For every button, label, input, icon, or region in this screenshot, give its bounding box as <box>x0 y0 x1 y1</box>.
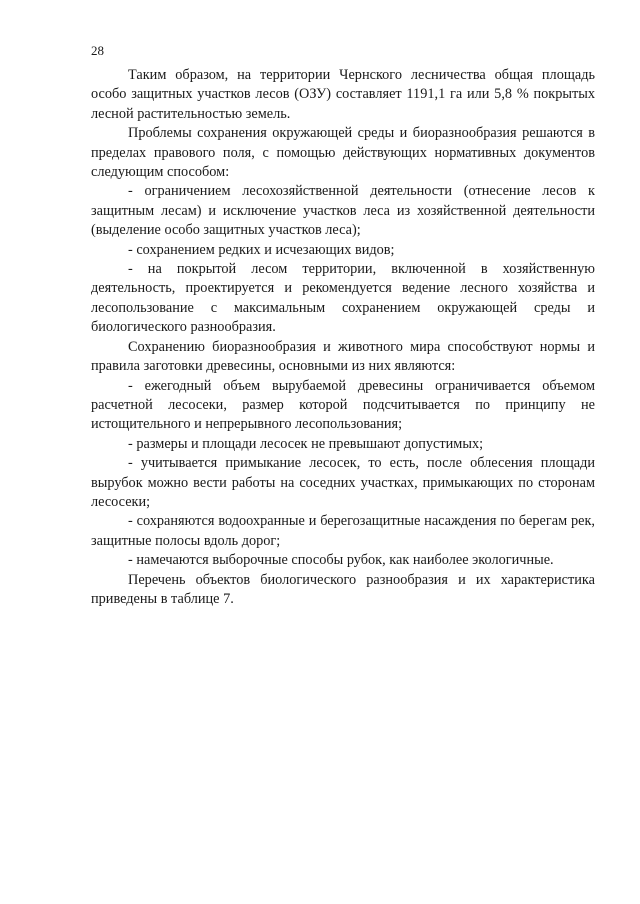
list-item-annual-volume: - ежегодный объем вырубаемой древесины ограничивается объемом расчетной лесосеки, размер которой подсчитывается по принципу не истощительного и непрерывного лесопользования; <box>91 377 595 433</box>
paragraph-problems: Проблемы сохранения окружающей среды и биоразнообразия решаются в пределах правового поля, с помощью действующих нормативных документов следующим способом: <box>91 125 595 181</box>
paragraph-summary-ozu: Таким образом, на территории Чернского лесничества общая площадь особо защитных участков лесов (ОЗУ) составляет 1191,1 га или 5,8 % покрытых лесной растительностью земель. <box>91 67 595 122</box>
paragraph-harvest-rules: Сохранению биоразнообразия и животного мира способствуют нормы и правила заготовки древесины, основными из них являются: <box>91 338 595 375</box>
list-item-forest-management: - на покрытой лесом территории, включенной в хозяйственную деятельность, проектируется и рекомендуется ведение лесного хозяйства и лесопользование с максимальным сохранением окружающей среды и биологического разнообразия. <box>91 261 595 336</box>
list-item-restriction: - ограничением лесохозяйственной деятельности (отнесение лесов к защитным лесам) и исключение участков леса из хозяйственной деятельности (выделение особо защитных участков леса); <box>91 183 595 239</box>
list-item-rare-species: - сохранением редких и исчезающих видов; <box>128 241 395 258</box>
list-item-protective-stands: - сохраняются водоохранные и берегозащитные насаждения по берегам рек, защитные полосы вдоль дорог; <box>91 513 595 549</box>
list-item-cutting-area-size: - размеры и площади лесосек не превышают допустимых; <box>128 435 484 452</box>
list-item-selective-felling: - намечаются выборочные способы рубок, как наиболее экологичные. <box>128 552 554 569</box>
paragraph-table-reference: Перечень объектов биологического разнообразия и их характеристика приведены в таблице 7. <box>91 571 595 607</box>
list-item-adjacency: - учитывается примыкание лесосек, то есть, после облесения площади вырубок можно вести работы на соседних участках, примыкающих по сторонам лесосеки; <box>91 455 595 510</box>
page-number: 28 <box>91 43 104 58</box>
body-text <box>91 66 595 609</box>
